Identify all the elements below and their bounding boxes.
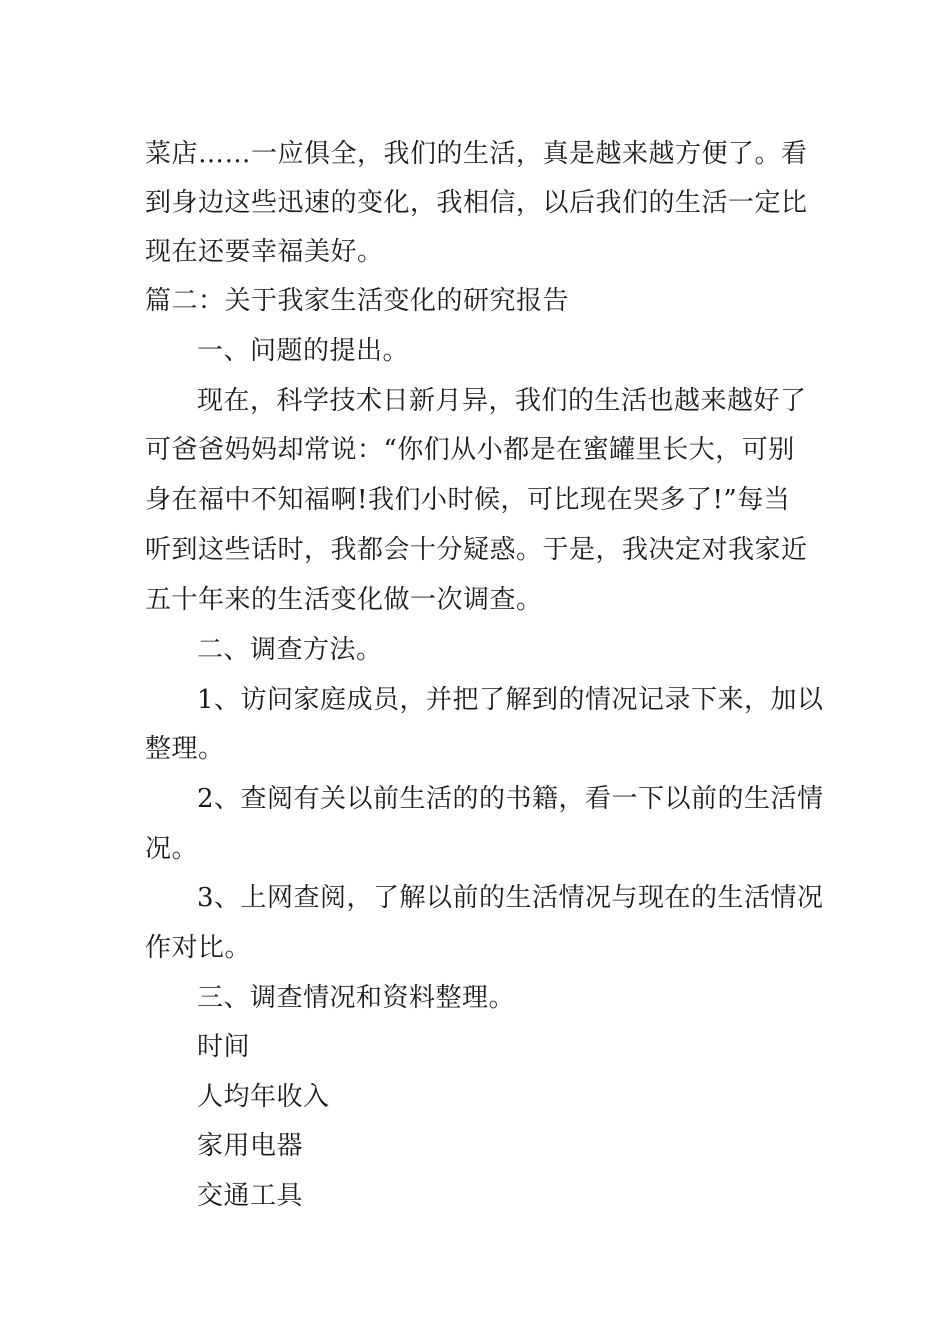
table-label: 时间 [197, 1032, 251, 1062]
list-item-continuation: 况。 [145, 834, 199, 864]
paragraph-line: 听到这些话时，我都会十分疑惑。于是，我决定对我家近 [145, 535, 808, 565]
list-item: 1、访问家庭成员，并把了解到的情况记录下来，加以 [197, 685, 824, 715]
list-item-continuation: 作对比。 [145, 933, 252, 963]
paragraph-line: 菜店……一应俱全，我们的生活，真是越来越方便了。看 [145, 139, 808, 169]
paragraph-line: 身在福中不知福啊!我们小时候，可比现在哭多了!”每当 [145, 485, 791, 515]
paragraph-line: 现在还要幸福美好。 [145, 237, 384, 267]
table-label: 人均年收入 [197, 1082, 330, 1112]
list-item: 2、查阅有关以前生活的的书籍，看一下以前的生活情 [197, 784, 824, 814]
paragraph-line: 到身边这些迅速的变化，我相信，以后我们的生活一定比 [145, 188, 808, 218]
list-item: 3、上网查阅，了解以前的生活情况与现在的生活情况 [197, 883, 824, 913]
list-item-continuation: 整理。 [145, 734, 225, 764]
table-label: 交通工具 [197, 1181, 304, 1211]
paragraph-line: 现在，科学技术日新月异，我们的生活也越来越好了 [197, 386, 807, 416]
paragraph-line: 可爸爸妈妈却常说：“你们从小都是在蜜罐里长大，可别 [145, 435, 795, 465]
section-heading: 篇二：关于我家生活变化的研究报告 [145, 286, 570, 316]
subheading: 三、调查情况和资料整理。 [197, 983, 516, 1013]
paragraph-line: 五十年来的生活变化做一次调查。 [145, 585, 543, 615]
subheading: 一、问题的提出。 [197, 336, 410, 366]
subheading: 二、调查方法。 [197, 635, 383, 665]
table-label: 家用电器 [197, 1131, 304, 1161]
